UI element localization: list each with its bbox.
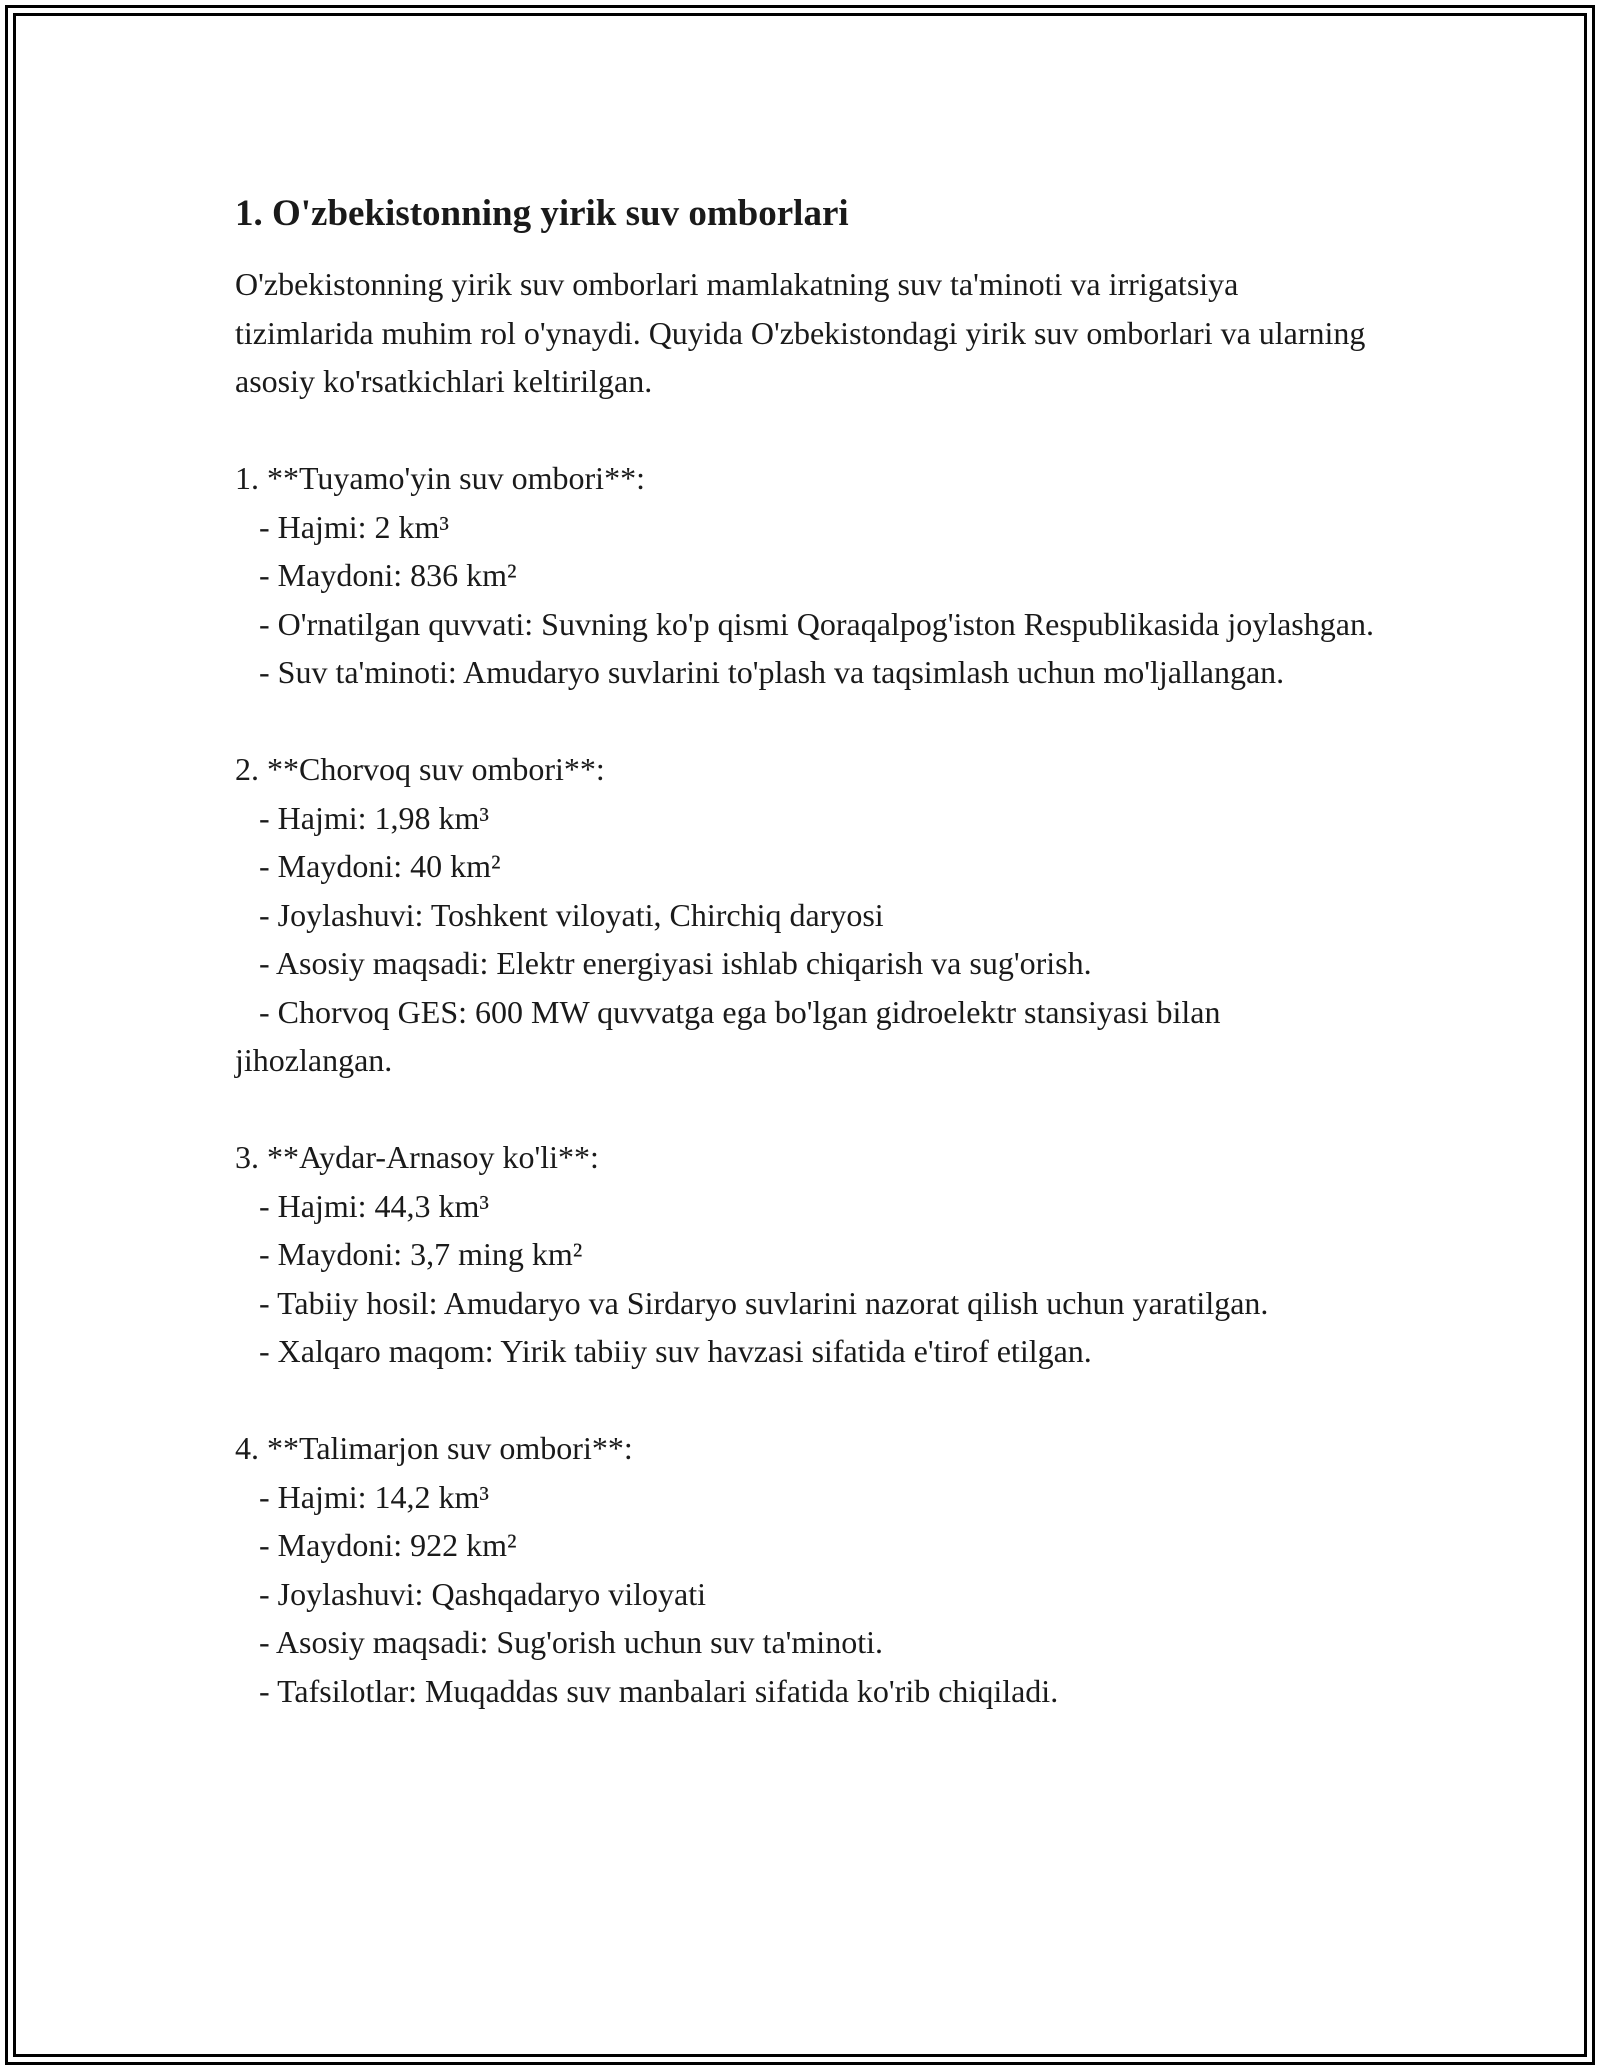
- section-line: - Joylashuvi: Toshkent viloyati, Chirchiq daryosi: [259, 896, 884, 933]
- reservoir-section: [235, 1133, 1375, 1376]
- section-line: - Maydoni: 40 km²: [259, 848, 501, 884]
- section-line: - Maydoni: 3,7 ming km²: [259, 1236, 583, 1272]
- document-body: [235, 186, 1375, 1715]
- section-line: - Maydoni: 836 km²: [259, 557, 517, 593]
- document-title: 1. O'zbekistonning yirik suv omborlari: [235, 193, 849, 234]
- section-line: - Joylashuvi: Qashqadaryo viloyati: [259, 1575, 707, 1612]
- section-line: - Hajmi: 2 km³: [259, 508, 450, 545]
- section-line: - O'rnatilgan quvvati: Suvning ko'p qismi Qoraqalpog'iston Respublikasida joylashgan.: [259, 605, 1374, 642]
- section-heading: 4. **Talimarjon suv ombori**:: [235, 1430, 633, 1466]
- section-line: - Maydoni: 922 km²: [259, 1527, 517, 1563]
- section-line: - Suv ta'minoti: Amudaryo suvlarini to'plash va taqsimlash uchun mo'ljallangan.: [259, 654, 1285, 690]
- section-heading: 2. **Chorvoq suv ombori**:: [235, 751, 605, 787]
- section-heading: 1. **Tuyamo'yin suv ombori**:: [235, 460, 645, 496]
- section-line: - Chorvoq GES: 600 MW quvvatga ega bo'lgan gidroelektr stansiyasi bilan jihozlangan.: [235, 993, 1221, 1078]
- section-line: - Asosiy maqsadi: Sug'orish uchun suv ta'minoti.: [259, 1624, 883, 1660]
- reservoir-section: [235, 454, 1375, 697]
- section-line: - Tabiiy hosil: Amudaryo va Sirdaryo suvlarini nazorat qilish uchun yaratilgan.: [259, 1284, 1269, 1321]
- reservoir-section: [235, 1424, 1375, 1715]
- section-heading: 3. **Aydar-Arnasoy ko'li**:: [235, 1139, 599, 1175]
- section-line: - Hajmi: 44,3 km³: [259, 1187, 490, 1224]
- section-line: - Asosiy maqsadi: Elektr energiyasi ishlab chiqarish va sug'orish.: [259, 945, 1092, 981]
- intro-paragraph: O'zbekistonning yirik suv omborlari mamlakatning suv ta'minoti va irrigatsiya tizimlarida muhim rol o'ynaydi. Quyida O'zbekistondagi yirik suv omborlari va ularning asosiy ko'rsatkichlari keltirilgan.: [235, 266, 1366, 399]
- section-line: - Hajmi: 14,2 km³: [259, 1478, 490, 1515]
- section-line: - Tafsilotlar: Muqaddas suv manbalari sifatida ko'rib chiqiladi.: [259, 1672, 1059, 1709]
- reservoir-section: [235, 745, 1375, 1085]
- section-line: - Xalqaro maqom: Yirik tabiiy suv havzasi sifatida e'tirof etilgan.: [259, 1333, 1092, 1369]
- section-line: - Hajmi: 1,98 km³: [259, 799, 490, 836]
